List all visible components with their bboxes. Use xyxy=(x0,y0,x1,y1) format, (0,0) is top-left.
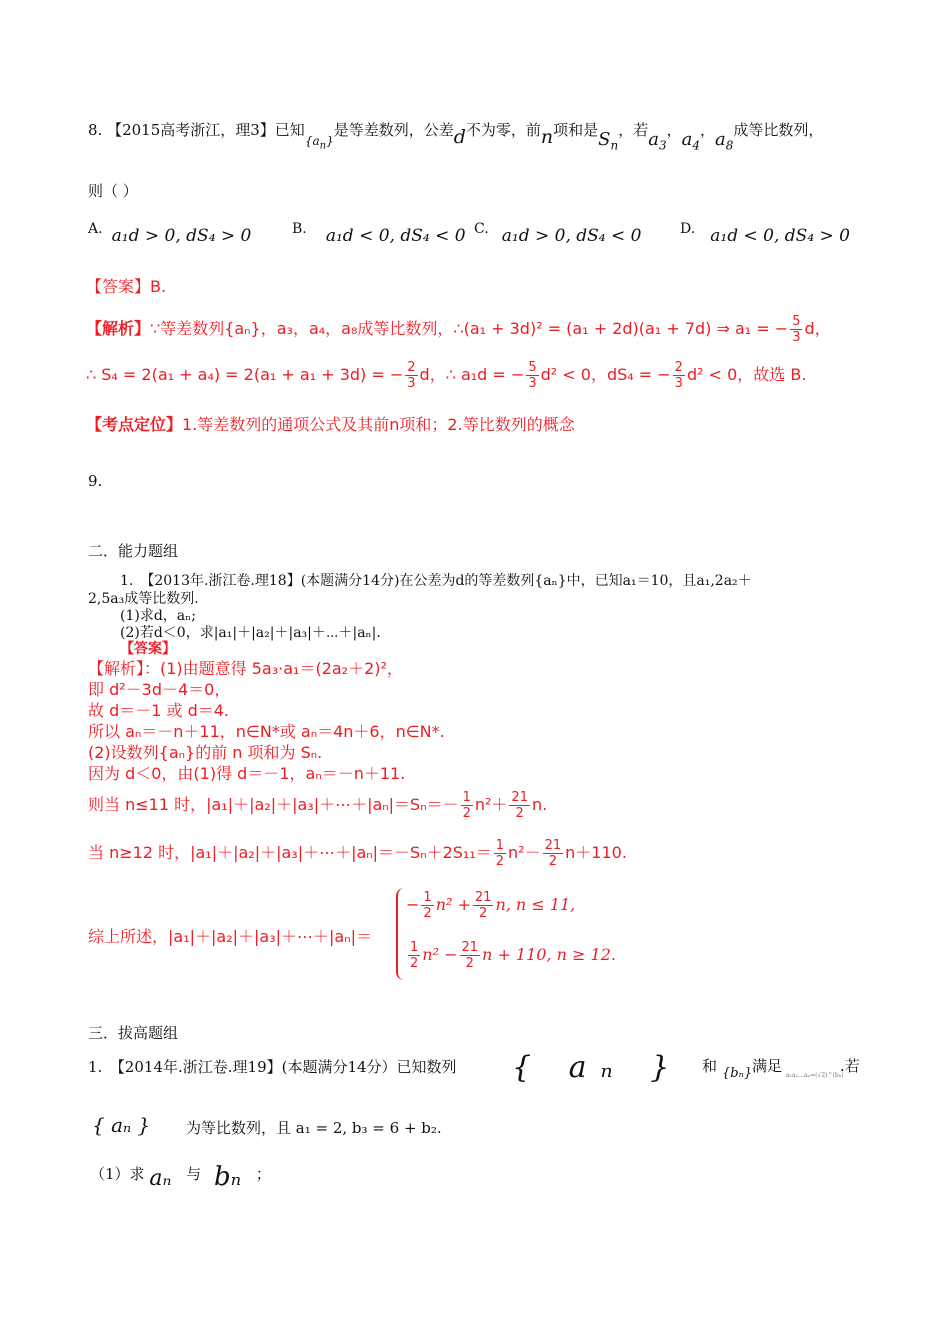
fraction: $\frac{21}{2}$ xyxy=(511,790,528,821)
piecewise-case1: − $\frac{1}{2}$ n² + $\frac{21}{2}$ n, n ≤ 11, xyxy=(406,890,576,921)
fraction: $\frac{1}{2}$ xyxy=(495,838,505,869)
s2-sol-line2: 即 d²－3d－4＝0， xyxy=(88,680,231,699)
q8-analysis-line2: ∴ S₄ = 2(a₁ + a₄) = 2(a₁ + a₁ + 3d) = − $\frac{2}{3}$ d，∴ a₁d = − $\frac{5}{3}$ d² < 0，dS₄ = − $\frac{2}{3}$ d² < 0，故选 B. xyxy=(86,360,807,391)
s2-q1-line1: 1. 【2013年.浙江卷.理18】(本题满分14分)在公差为d的等差数列{aₙ}中，已知a₁＝10，且a₁,2a₂＋ xyxy=(120,573,752,589)
s2-sol-line6: 因为 d＜0，由(1)得 d＝－1，aₙ＝－n＋11. xyxy=(88,764,406,783)
s3-q1-line1: 1. 【2014年.浙江卷.理19】(本题满分14分）已知数列 xyxy=(88,1058,457,1076)
s2-q1-line2: 2,5a₃成等比数列. xyxy=(88,591,199,607)
fraction: $\frac{2}{3}$ xyxy=(407,360,416,391)
q8-stem-line2: 则（ ） xyxy=(88,182,138,200)
fraction: $\frac{1}{2}$ xyxy=(410,940,419,971)
q8-analysis-line1: 【解析】∵等差数列{aₙ}，a₃，a₄，a₈成等比数列，∴(a₁ + 3d)² = (a₁ + 2d)(a₁ + 7d) ⇒ a₁ = − $\frac{5}{3}$ d， xyxy=(86,314,831,345)
s2-sol-line8: 当 n≥12 时，|a₁|＋|a₂|＋|a₃|＋⋯＋|aₙ|＝－Sₙ＋2S₁₁＝ $\frac{1}{2}$ n²－ $\frac{21}{2}$ n＋110. xyxy=(88,838,627,869)
s3-q1-part1: （1）求 aₙ 与 bₙ ； xyxy=(90,1162,271,1192)
s3-satisfy: 满足 xyxy=(752,1057,783,1075)
s3-and: 和 xyxy=(702,1057,718,1075)
s2-answer: 【答案】 xyxy=(120,641,176,657)
s2-sol-line5: (2)设数列{aₙ}的前 n 项和为 Sₙ. xyxy=(88,743,323,762)
s3-ruo: .若 xyxy=(840,1057,860,1075)
section2-title: 二．能力题组 xyxy=(88,542,179,560)
q8-stem-line1: 8. 【2015高考浙江，理3】已知$_{\{a_n\}}$是等差数列，公差d不为零，前n项和是$S_n$，若$a_3$，$a_4$，$a_8$成等比数列， xyxy=(88,121,824,153)
q9-number: 9. xyxy=(88,472,103,490)
s2-q1-part2: (2)若d＜0，求|a₁|＋|a₂|＋|a₃|＋⋯＋|aₙ|. xyxy=(120,625,381,641)
fraction: $\frac{21}{2}$ xyxy=(544,838,562,869)
s2-sol-line4: 所以 aₙ＝－n＋11，n∈N*或 aₙ＝4n＋6，n∈N*. xyxy=(88,722,445,741)
fraction: $\frac{5}{3}$ xyxy=(528,360,537,391)
fraction: $\frac{21}{2}$ xyxy=(461,940,479,971)
q8-option-c[interactable]: C. a₁d > 0, dS₄ < 0 xyxy=(474,221,642,246)
q8-option-b[interactable]: B. a₁d < 0, dS₄ < 0 xyxy=(292,221,466,246)
s3-seq-an-large: { aₙ } xyxy=(512,1050,684,1085)
s3-seq-an-medium: { aₙ } xyxy=(92,1113,151,1137)
q8-key-points: 【考点定位】1.等差数列的通项公式及其前n项和；2.等比数列的概念 xyxy=(86,415,575,434)
fraction: $\frac{1}{2}$ xyxy=(462,790,471,821)
s2-sol-summary: 综上所述，|a₁|＋|a₂|＋|a₃|＋⋯＋|aₙ|＝ xyxy=(88,927,372,946)
fraction: $\frac{21}{2}$ xyxy=(474,890,492,921)
s2-q1-part1: (1)求d，aₙ; xyxy=(120,608,196,624)
section3-title: 三．拔高题组 xyxy=(88,1024,179,1042)
piecewise-case2: $\frac{1}{2}$ n² − $\frac{21}{2}$ n + 110, n ≥ 12. xyxy=(410,940,616,971)
fraction: $\frac{1}{2}$ xyxy=(423,890,432,921)
s3-condition-tiny: a₁a₂…aₙ=(√2)^(bₙ) xyxy=(786,1072,844,1079)
s2-sol-line1: 【解析】：(1)由题意得 5a₃·a₁＝(2a₂＋2)²， xyxy=(88,659,403,678)
fraction: $\frac{5}{3}$ xyxy=(792,314,801,345)
s2-sol-line3: 故 d＝－1 或 d＝4. xyxy=(88,701,230,720)
s3-q1-line2: 为等比数列，且 a₁ = 2, b₃ = 6 + b₂. xyxy=(186,1119,442,1137)
piecewise-brace xyxy=(396,888,406,980)
s3-seq-bn: {bₙ} xyxy=(722,1066,753,1081)
q8-answer: 【答案】B. xyxy=(86,277,167,296)
q8-option-d[interactable]: D. a₁d < 0, dS₄ > 0 xyxy=(680,221,850,246)
q8-option-a[interactable]: A. a₁d > 0, dS₄ > 0 xyxy=(88,221,252,246)
fraction: $\frac{2}{3}$ xyxy=(674,360,683,391)
s2-sol-line7: 则当 n≤11 时，|a₁|＋|a₂|＋|a₃|＋⋯＋|aₙ|＝Sₙ＝－ $\frac{1}{2}$ n²＋ $\frac{21}{2}$ n. xyxy=(88,790,548,821)
